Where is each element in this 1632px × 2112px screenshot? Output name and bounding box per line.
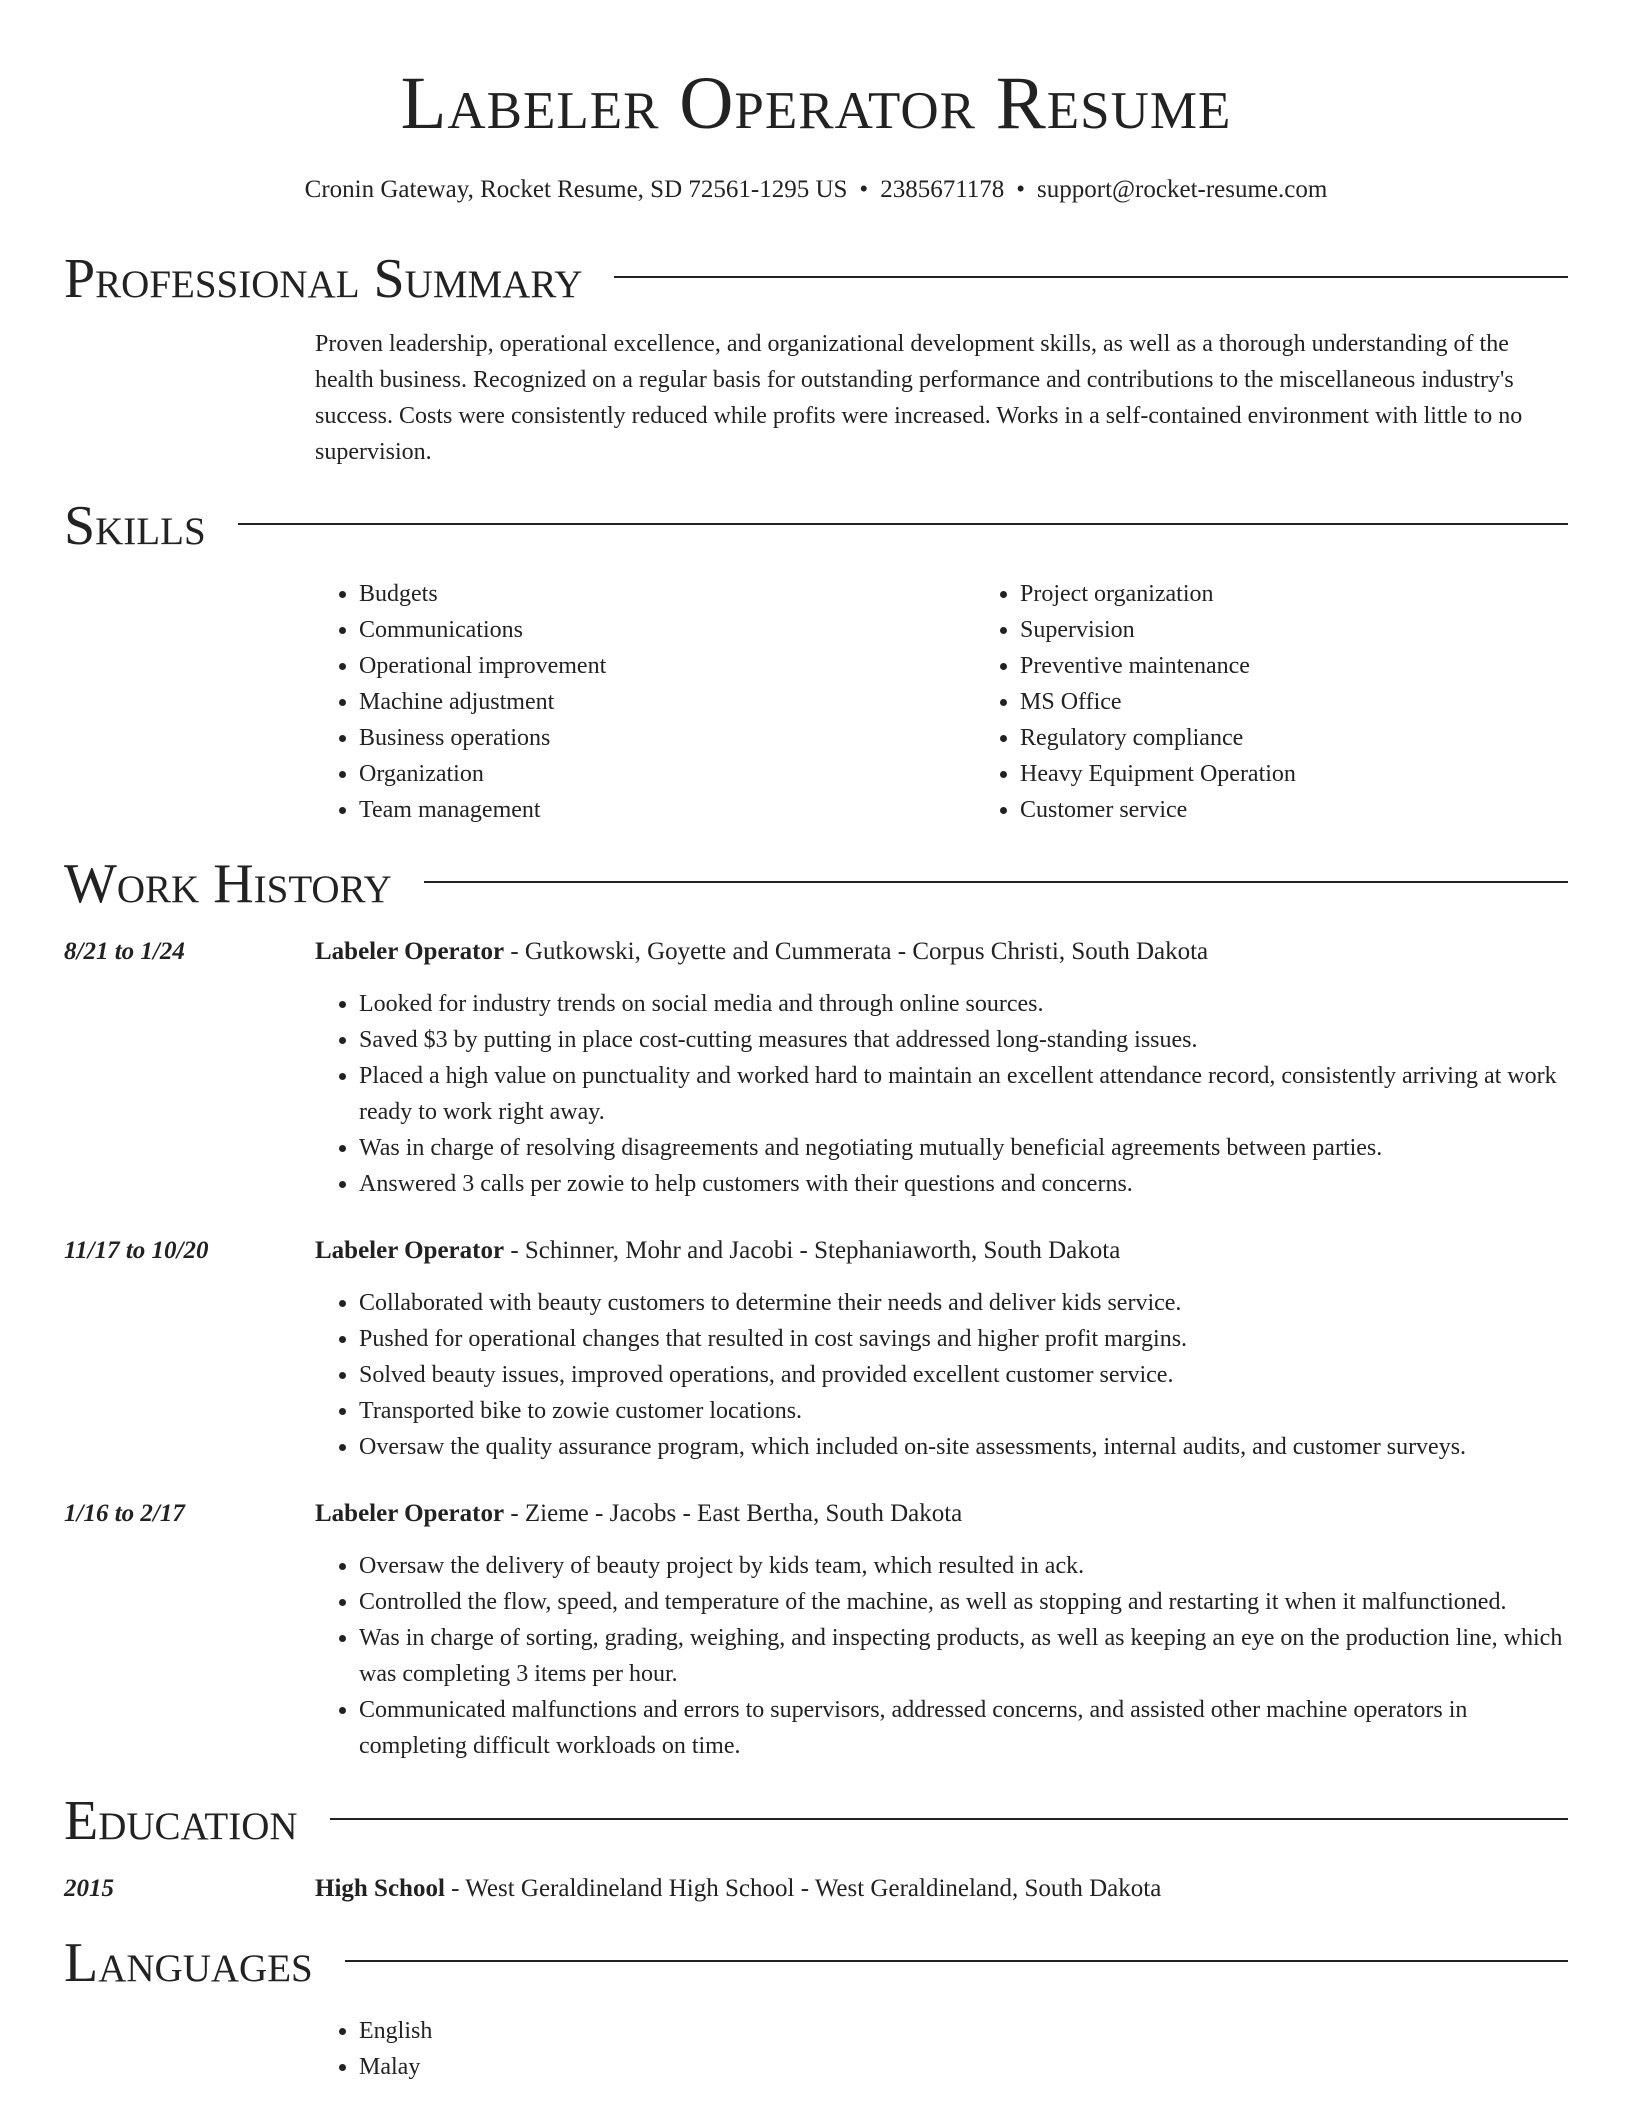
skill-item: • Budgets <box>359 576 976 612</box>
work-entry-details: - Schinner, Mohr and Jacobi - Stephaniaworth, South Dakota <box>504 1237 1121 1264</box>
skill-item: • Project organization <box>1020 576 1632 612</box>
languages-heading: Languages <box>64 1932 313 1994</box>
work-entry-bullets <box>315 1548 1568 1764</box>
languages-list <box>315 2013 1568 2085</box>
work-entry-dates: 8/21 to 1/24 <box>64 938 185 965</box>
work-entry-header <box>64 1496 1568 1532</box>
work-entry-header <box>64 1233 1568 1269</box>
work-bullet: • Oversaw the quality assurance program, which included on-site assessments, internal audits, and customer surveys. <box>359 1429 1568 1465</box>
contact-separator: • <box>1016 176 1026 203</box>
summary-heading-row <box>64 244 1568 314</box>
work-entry-details: - Zieme - Jacobs - East Bertha, South Dakota <box>504 1500 963 1527</box>
languages-content <box>315 2013 1568 2085</box>
language-item: • English <box>359 2013 1568 2049</box>
work-entry <box>64 1496 1568 1764</box>
section-divider <box>614 276 1568 278</box>
education-heading: Education <box>64 1790 298 1852</box>
skill-item: • Machine adjustment <box>359 684 976 720</box>
work-entry-headline <box>315 1233 1568 1269</box>
work-entry-dates: 1/16 to 2/17 <box>64 1500 185 1527</box>
section-divider <box>330 1818 1568 1820</box>
education-details: - West Geraldineland High School - West Geraldineland, South Dakota <box>444 1875 1162 1902</box>
work-history-heading: Work History <box>64 853 392 915</box>
skill-item: • Communications <box>359 612 976 648</box>
work-bullet: • Oversaw the delivery of beauty project by kids team, which resulted in ack. <box>359 1548 1568 1584</box>
education-degree: High School <box>315 1875 445 1902</box>
work-entry-dates: 11/17 to 10/20 <box>64 1237 209 1264</box>
education-section <box>64 1786 1568 1907</box>
section-divider <box>345 1960 1568 1962</box>
contact-line <box>64 175 1568 205</box>
contact-email: support@rocket-resume.com <box>1037 176 1328 203</box>
languages-heading-row <box>64 1928 1568 1998</box>
skills-heading-row <box>64 491 1568 561</box>
work-bullet: • Saved $3 by putting in place cost-cutting measures that addressed long-standing issues. <box>359 1022 1568 1058</box>
work-bullet: • Solved beauty issues, improved operations, and provided excellent customer service. <box>359 1357 1568 1393</box>
work-bullet: • Was in charge of sorting, grading, weighing, and inspecting products, as well as keeping an eye on the production line, which was completing 3 items per hour. <box>359 1620 1568 1692</box>
work-entry-role: Labeler Operator <box>315 938 505 965</box>
work-bullet: • Collaborated with beauty customers to determine their needs and deliver kids service. <box>359 1285 1568 1321</box>
skill-item: • Customer service <box>1020 792 1632 828</box>
skill-item: • Operational improvement <box>359 648 976 684</box>
skills-columns <box>315 576 1568 828</box>
work-entry-bullets <box>315 986 1568 1202</box>
contact-address: Cronin Gateway, Rocket Resume, SD 72561-1295 US <box>304 176 848 203</box>
skill-item: • Preventive maintenance <box>1020 648 1632 684</box>
summary-heading: Professional Summary <box>64 248 583 310</box>
skills-list-left <box>315 576 976 828</box>
work-bullet: • Communicated malfunctions and errors to supervisors, addressed concerns, and assisted other machine operators in completing difficult workloads on time. <box>359 1692 1568 1764</box>
skill-item: • Regulatory compliance <box>1020 720 1632 756</box>
work-bullet: • Pushed for operational changes that resulted in cost savings and higher profit margins. <box>359 1321 1568 1357</box>
work-bullet: • Looked for industry trends on social media and through online sources. <box>359 986 1568 1022</box>
work-entry-role: Labeler Operator <box>315 1500 505 1527</box>
work-entry-headline <box>315 934 1568 970</box>
skill-item: • Supervision <box>1020 612 1632 648</box>
section-divider <box>424 881 1568 883</box>
education-heading-row <box>64 1786 1568 1856</box>
resume-page <box>64 0 1568 2085</box>
language-item: • Malay <box>359 2049 1568 2085</box>
work-history-section <box>64 849 1568 1764</box>
summary-content <box>315 326 1568 470</box>
education-entry-header <box>64 1871 1568 1907</box>
education-year: 2015 <box>64 1875 114 1902</box>
work-entry-header <box>64 934 1568 970</box>
work-entry-details: - Gutkowski, Goyette and Cummerata - Corpus Christi, South Dakota <box>504 938 1209 965</box>
work-entry-headline <box>315 1496 1568 1532</box>
skills-list-right <box>976 576 1632 828</box>
work-entry <box>64 934 1568 1202</box>
work-entry-bullets <box>315 1285 1568 1465</box>
skill-item: • Team management <box>359 792 976 828</box>
work-bullet: • Placed a high value on punctuality and worked hard to maintain an excellent attendance record, consistently arriving at work ready to work right away. <box>359 1058 1568 1130</box>
work-entry <box>64 1233 1568 1465</box>
education-entry <box>64 1871 1568 1907</box>
languages-section <box>64 1928 1568 2085</box>
contact-separator: • <box>859 176 869 203</box>
skill-item: • Business operations <box>359 720 976 756</box>
education-headline <box>315 1871 1568 1907</box>
skill-item: • Heavy Equipment Operation <box>1020 756 1632 792</box>
work-bullet: • Transported bike to zowie customer locations. <box>359 1393 1568 1429</box>
skills-section <box>64 491 1568 828</box>
contact-phone: 2385671178 <box>880 176 1005 203</box>
skill-item: • Organization <box>359 756 976 792</box>
section-divider <box>238 523 1568 525</box>
resume-title: Labeler Operator Resume <box>400 62 1232 145</box>
work-bullet: • Was in charge of resolving disagreements and negotiating mutually beneficial agreements between parties. <box>359 1130 1568 1166</box>
summary-text: Proven leadership, operational excellence, and organizational development skills, as well as a thorough understanding of the health business. Recognized on a regular basis for outstanding performance and contributions to the miscellaneous industry's success. Costs were consistently reduced while profits were increased. Works in a self-contained environment with little to no supervision. <box>315 331 1523 465</box>
skills-heading: Skills <box>64 495 206 557</box>
skill-item: • MS Office <box>1020 684 1632 720</box>
work-bullet: • Answered 3 calls per zowie to help customers with their questions and concerns. <box>359 1166 1568 1202</box>
summary-section <box>64 244 1568 470</box>
work-entry-role: Labeler Operator <box>315 1237 505 1264</box>
work-bullet: • Controlled the flow, speed, and temperature of the machine, as well as stopping and restarting it when it malfunctioned. <box>359 1584 1568 1620</box>
work-history-heading-row <box>64 849 1568 919</box>
